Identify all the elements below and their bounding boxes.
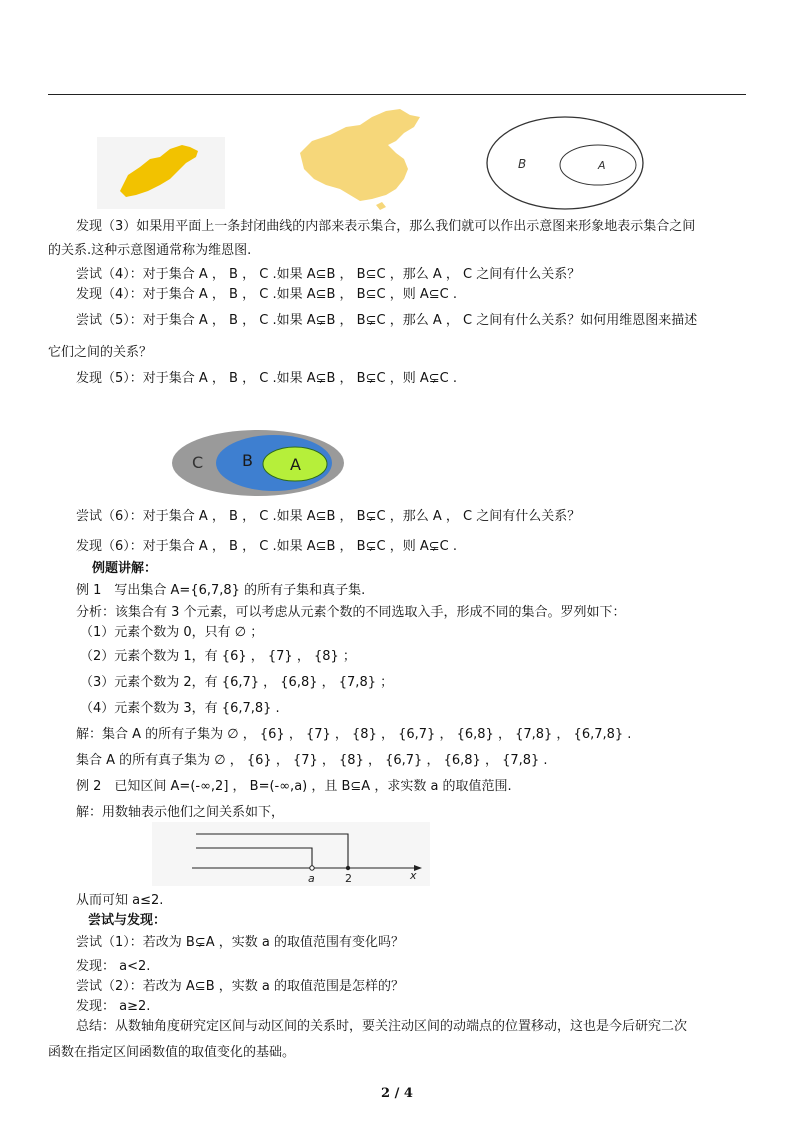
text-line: 发现： a<2.: [76, 959, 151, 974]
venn-label-a: A: [598, 159, 606, 172]
header-rule: [48, 94, 746, 95]
text-line: 发现（5）：对于集合 A ， B ， C .如果 A⊊B ， B⊊C ，则 A⊊C .: [76, 371, 457, 386]
page-number: 2 / 4: [381, 1086, 413, 1101]
text-line: 集合 A 的所有真子集为 ∅ ， {6} ， {7} ， {8} ， {6,7} ， {6,8} ， {7,8} .: [76, 753, 548, 768]
shandong-map-image: [97, 137, 225, 209]
text-line: 它们之间的关系？: [48, 345, 153, 360]
text-line: （1）元素个数为 0，只有 ∅ ；: [80, 625, 264, 640]
axis-label-a: a: [308, 872, 315, 885]
text-line: 发现（6）：对于集合 A ， B ， C .如果 A⊆B ， B⊊C ，则 A⊊C .: [76, 539, 457, 554]
section-heading: 尝试与发现：: [88, 913, 167, 928]
figure-row: [0, 105, 794, 215]
venn-label-a: A: [290, 455, 301, 474]
text-line: 尝试（6）：对于集合 A ， B ， C .如果 A⊆B ， B⊊C ，那么 A ， C 之间有什么关系？: [76, 509, 581, 524]
text-line: （4）元素个数为 3，有 {6,7,8} .: [80, 701, 280, 716]
text-line: 尝试（4）：对于集合 A ， B ， C .如果 A⊆B ， B⊆C ，那么 A ， C 之间有什么关系？: [76, 267, 581, 282]
text-line: 例 2 已知区间 A=(-∞,2] ， B=(-∞,a) ，且 B⊆A ，求实数 a 的取值范围.: [76, 779, 512, 794]
text-line: 发现： a≥2.: [76, 999, 151, 1014]
text-line: 分析：该集合有 3 个元素，可以考虑从元素个数的不同选取入手，形成不同的集合。罗列如下：: [76, 605, 626, 620]
text-line: 尝试（2）：若改为 A⊆B ，实数 a 的取值范围是怎样的？: [76, 979, 404, 994]
venn-label-b: B: [518, 157, 527, 171]
text-line: 总结：从数轴角度研究定区间与动区间的关系时，要关注动区间的动端点的位置移动，这也是今后研究二次: [76, 1019, 688, 1034]
venn-label-c: C: [192, 453, 204, 472]
axis-label-2: 2: [345, 872, 352, 885]
venn-diagram-cba: [170, 428, 350, 498]
number-line-figure: [152, 822, 430, 886]
text-line: 发现（3）如果用平面上一条封闭曲线的内部来表示集合，那么我们就可以作出示意图来形象地表示集合之间: [76, 219, 696, 234]
text-line: 函数在指定区间函数值的取值变化的基础。: [48, 1045, 296, 1060]
text-line: 尝试（5）：对于集合 A ， B ， C .如果 A⊊B ， B⊊C ，那么 A ， C 之间有什么关系？如何用维恩图来描述: [76, 313, 698, 328]
text-line: 发现（4）：对于集合 A ， B ， C .如果 A⊆B ， B⊆C ，则 A⊆C .: [76, 287, 457, 302]
text-line: 解：集合 A 的所有子集为 ∅ ， {6} ， {7} ， {8} ， {6,7} ， {6,8} ， {7,8} ， {6,7,8} .: [76, 727, 632, 742]
text-line: （2）元素个数为 1，有 {6} ， {7} ， {8} ；: [80, 649, 356, 664]
section-heading: 例题讲解：: [92, 561, 158, 576]
text-line: 从而可知 a≤2.: [76, 893, 164, 908]
china-map-image: [300, 109, 420, 210]
text-line: 尝试（1）：若改为 B⊊A ，实数 a 的取值范围有变化吗？: [76, 935, 404, 950]
text-line: 的关系.这种示意图通常称为维恩图.: [48, 243, 252, 258]
venn-diagram-ba: [481, 110, 643, 210]
venn-label-b: B: [242, 451, 253, 470]
text-line: 例 1 写出集合 A={6,7,8} 的所有子集和真子集.: [76, 583, 366, 598]
text-line: 解：用数轴表示他们之间关系如下，: [76, 805, 285, 820]
text-line: （3）元素个数为 2，有 {6,7} ， {6,8} ， {7,8} ；: [80, 675, 394, 690]
axis-label-x: x: [410, 869, 417, 882]
